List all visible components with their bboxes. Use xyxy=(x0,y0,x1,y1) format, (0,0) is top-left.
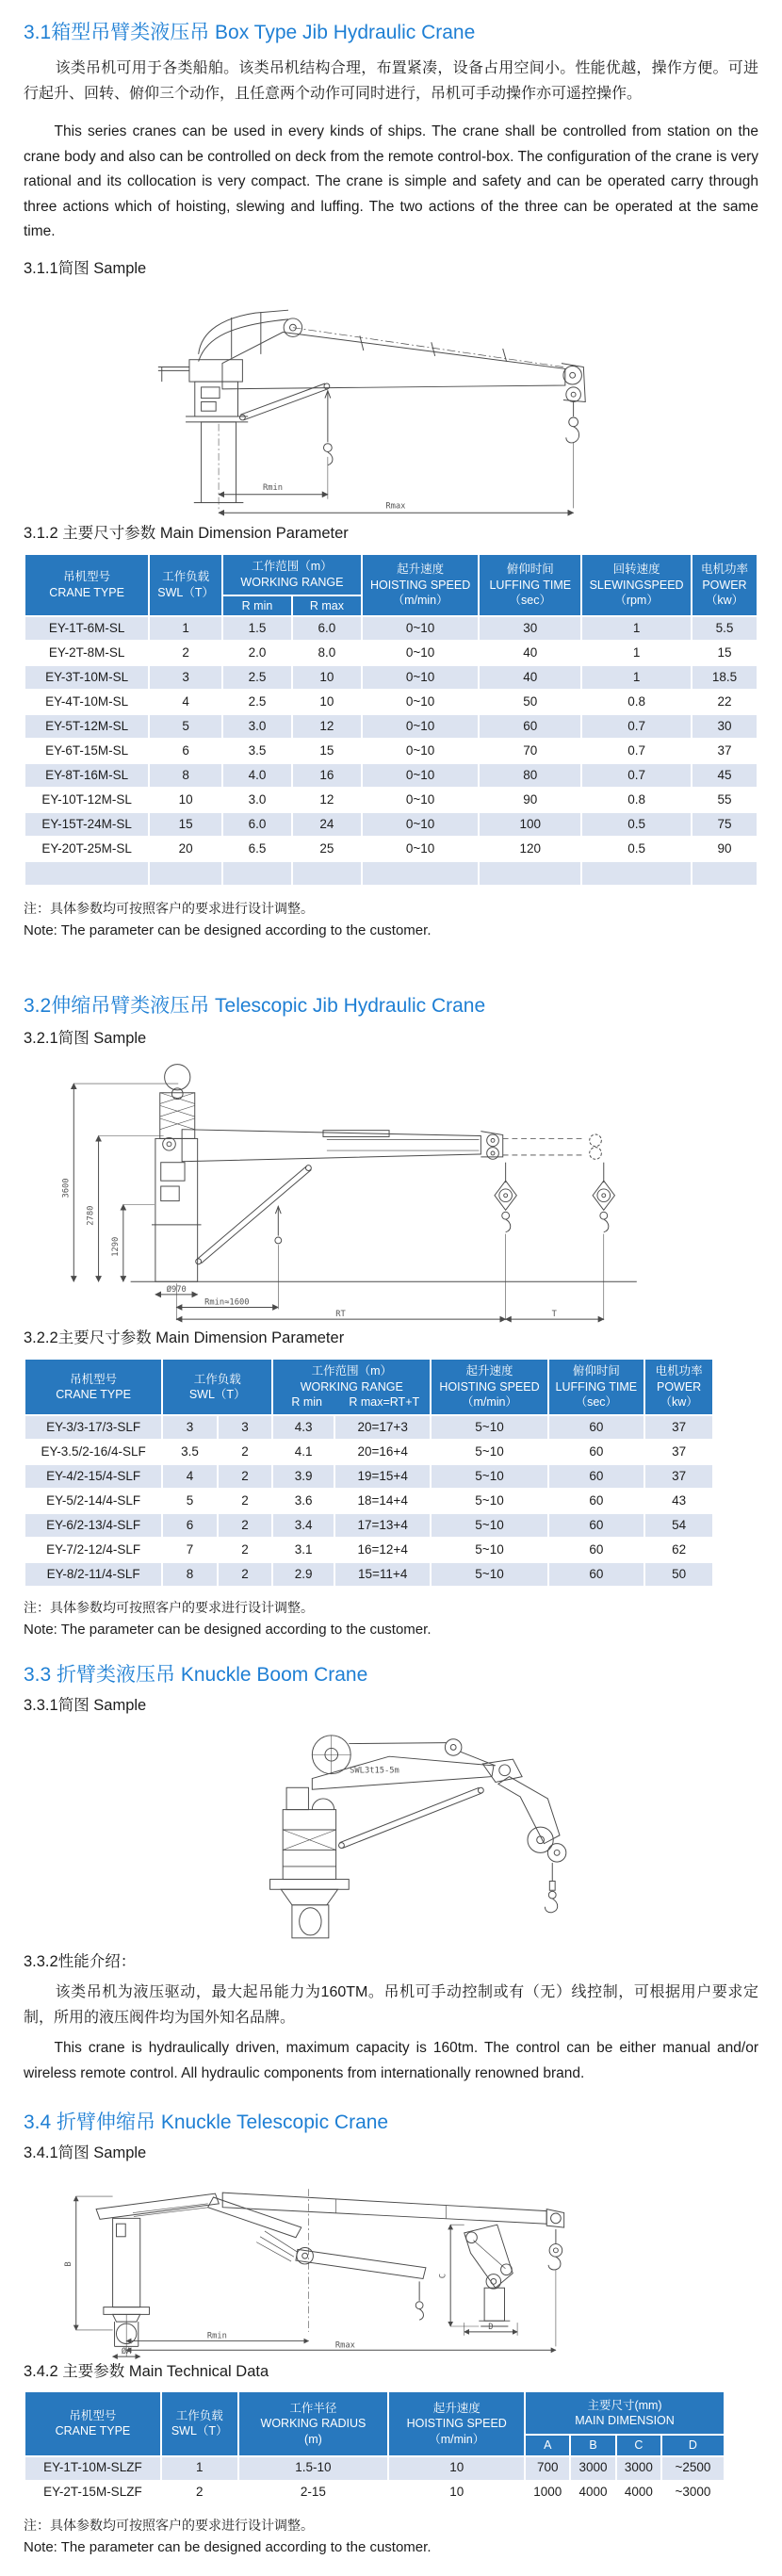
col-header-crane-type: 吊机型号 CRANE TYPE xyxy=(24,1359,162,1415)
table-cell: 2.9 xyxy=(272,1562,334,1587)
table-cell: 40 xyxy=(479,641,581,665)
table-row xyxy=(24,763,758,788)
boom-swl-label: SWL3t15-5m xyxy=(350,1766,399,1776)
sample-heading-3-1-1: 3.1.1简图 Sample xyxy=(24,259,147,277)
table-cell: 1 xyxy=(581,616,692,641)
table-cell: EY-3.5/2-16/4-SLF xyxy=(24,1440,162,1464)
table-row xyxy=(24,641,758,665)
section-3-4 xyxy=(24,2111,758,2558)
col-header-main-dimension: 主要尺寸(mm) MAIN DIMENSION xyxy=(525,2391,725,2435)
table-cell: 0~10 xyxy=(362,763,479,788)
table-cell xyxy=(479,861,581,886)
dim-label-rt: RT xyxy=(335,1310,346,1320)
table-cell: 4000 xyxy=(616,2481,661,2505)
table-cell: 0.7 xyxy=(581,739,692,763)
table-cell: 20 xyxy=(149,837,222,861)
table-cell: 4000 xyxy=(570,2481,615,2505)
table-cell: 0.5 xyxy=(581,837,692,861)
col-header-working-range: 工作范围（m） WORKING RANGE xyxy=(222,554,362,595)
table-cell: 18=14+4 xyxy=(334,1489,431,1513)
col-header-hoisting-speed: 起升速度 HOISTING SPEED （m/min） xyxy=(362,554,479,617)
table-cell: 0.8 xyxy=(581,788,692,812)
table-row xyxy=(24,665,758,690)
table-cell: 0.5 xyxy=(581,812,692,837)
table-cell: EY-1T-10M-SLZF xyxy=(24,2456,161,2481)
table-cell: 2 xyxy=(218,1538,272,1562)
table-cell: 5~10 xyxy=(431,1440,547,1464)
section-3-3-paragraph-en: This crane is hydraulically driven, maximum capacity is 160tm. The control can be either manual and/or wireless remote control. All hydraulic components from internationally renowned brand. xyxy=(24,2040,758,2081)
table-cell: 5~10 xyxy=(431,1513,547,1538)
table-cell: 0~10 xyxy=(362,641,479,665)
table-cell: EY-1T-6M-SL xyxy=(24,616,149,641)
table-cell: EY-4T-10M-SL xyxy=(24,690,149,714)
col-header-swl: 工作负载 SWL（T） xyxy=(161,2391,238,2456)
dimension-table-3-2-2 xyxy=(24,1358,714,1588)
col-header-dim-d: D xyxy=(661,2435,725,2456)
perf-heading-3-3-2: 3.3.2性能介绍： xyxy=(24,1953,137,1970)
table-cell: 60 xyxy=(479,714,581,739)
note-en: Note: The parameter can be designed according to the customer. xyxy=(24,1622,432,1638)
table-row xyxy=(24,812,758,837)
dim-label-d: D xyxy=(488,2322,494,2332)
technical-data-table-3-4-2 xyxy=(24,2390,725,2506)
col-header-slewing-speed: 回转速度 SLEWINGSPEED （rpm） xyxy=(581,554,692,617)
table-cell: EY-4/2-15/4-SLF xyxy=(24,1464,162,1489)
dim-label-rmax: Rmax xyxy=(334,2340,355,2351)
table-cell: ~3000 xyxy=(661,2481,725,2505)
table-cell: EY-6/2-13/4-SLF xyxy=(24,1513,162,1538)
table-cell: 90 xyxy=(479,788,581,812)
table-cell: 20=16+4 xyxy=(334,1440,431,1464)
table-row xyxy=(24,1415,713,1440)
col-header-luffing-time: 俯仰时间 LUFFING TIME （sec） xyxy=(548,1359,644,1415)
section-3-1-paragraph-en: This series cranes can be used in every kinds of ships. The crane shall be controlled from station on the crane body and also can be controlled on deck from the remote control-box. The configuration of the crane is very rational and its collocation is very compact. The crane is simple and safety and can be operated carry through three actions which of hoisting, slewing and luffing. The two actions of the three can be operated at the same time. xyxy=(24,123,758,239)
table-cell: 6.5 xyxy=(222,837,292,861)
col-header-hoisting-speed: 起升速度 HOISTING SPEED （m/min） xyxy=(388,2391,525,2456)
section-3-3-paragraph-cn: 该类吊机为液压驱动，最大起吊能力为160TM。吊机可手动控制或有（无）线控制，可根据用户要求定制，所用的液压阀件均为国外知名品牌。 xyxy=(24,1984,758,2026)
dim-label-rmax: Rmax xyxy=(385,500,406,511)
table-cell: 54 xyxy=(644,1513,713,1538)
table-cell xyxy=(362,861,479,886)
table-cell: 7 xyxy=(162,1538,217,1562)
table-cell: 6.0 xyxy=(292,616,362,641)
table-cell: 120 xyxy=(479,837,581,861)
col-header-hoisting-speed: 起升速度 HOISTING SPEED （m/min） xyxy=(431,1359,547,1415)
knuckle-telescopic-crane-diagram xyxy=(33,2165,749,2359)
table-cell: 37 xyxy=(644,1464,713,1489)
dim-label-c: C xyxy=(438,2273,448,2279)
table-cell: 0~10 xyxy=(362,714,479,739)
table-cell: 45 xyxy=(692,763,758,788)
table-cell: 12 xyxy=(292,788,362,812)
table-cell: EY-7/2-12/4-SLF xyxy=(24,1538,162,1562)
table-cell: 0.7 xyxy=(581,714,692,739)
table-cell: 0~10 xyxy=(362,788,479,812)
table-cell: EY-6T-15M-SL xyxy=(24,739,149,763)
table-cell: 6.0 xyxy=(222,812,292,837)
dim-label-rmin: Rmin xyxy=(206,2331,227,2341)
box-jib-crane-diagram xyxy=(52,281,730,521)
table-row xyxy=(24,2481,725,2505)
table-cell xyxy=(581,861,692,886)
dim-label-b: B xyxy=(63,2261,73,2267)
table-cell: EY-15T-24M-SL xyxy=(24,812,149,837)
col-header-dim-c: C xyxy=(616,2435,661,2456)
table-cell: EY-5T-12M-SL xyxy=(24,714,149,739)
table-cell: 10 xyxy=(388,2456,525,2481)
table-row xyxy=(24,1538,713,1562)
table-cell: EY-8T-16M-SL xyxy=(24,763,149,788)
table-cell: EY-3T-10M-SL xyxy=(24,665,149,690)
col-header-dim-a: A xyxy=(525,2435,570,2456)
table-cell: 22 xyxy=(692,690,758,714)
table-cell: 50 xyxy=(479,690,581,714)
table-cell: 43 xyxy=(644,1489,713,1513)
knuckle-boom-crane-diagram xyxy=(52,1718,730,1944)
table-cell: 70 xyxy=(479,739,581,763)
table-cell: 0~10 xyxy=(362,812,479,837)
table-cell: 3 xyxy=(218,1415,272,1440)
table-cell: 3 xyxy=(162,1415,217,1440)
table-cell: 6 xyxy=(162,1513,217,1538)
col-header-swl: 工作负载 SWL（T） xyxy=(162,1359,272,1415)
table-cell: 60 xyxy=(548,1538,644,1562)
sample-heading-3-2-1: 3.2.1简图 Sample xyxy=(24,1030,147,1047)
dim-label-t: T xyxy=(551,1310,557,1320)
table-cell: 17=13+4 xyxy=(334,1513,431,1538)
table-cell: 3.1 xyxy=(272,1538,334,1562)
dimension-table-3-1-2 xyxy=(24,553,758,888)
table-cell: 3.5 xyxy=(162,1440,217,1464)
col-header-crane-type: 吊机型号 CRANE TYPE xyxy=(24,2391,161,2456)
col-header-dim-b: B xyxy=(570,2435,615,2456)
table-cell: 30 xyxy=(479,616,581,641)
table-cell: 700 xyxy=(525,2456,570,2481)
table-cell: EY-5/2-14/4-SLF xyxy=(24,1489,162,1513)
table-cell: 1.5 xyxy=(222,616,292,641)
table-cell: 75 xyxy=(692,812,758,837)
table-row xyxy=(24,788,758,812)
table-row xyxy=(24,616,758,641)
table-cell: 15=11+4 xyxy=(334,1562,431,1587)
table-cell: 10 xyxy=(149,788,222,812)
table-cell xyxy=(292,861,362,886)
table-cell: 1 xyxy=(161,2456,238,2481)
table-cell: 0~10 xyxy=(362,739,479,763)
table-cell: 18.5 xyxy=(692,665,758,690)
col-header-rmax: R max=RT+T xyxy=(349,1395,420,1410)
table-cell: 15 xyxy=(149,812,222,837)
table-cell: 4.0 xyxy=(222,763,292,788)
table-cell: 2 xyxy=(218,1513,272,1538)
table-cell: EY-2T-8M-SL xyxy=(24,641,149,665)
note-cn: 注：具体参数均可按照客户的要求进行设计调整。 xyxy=(24,2517,314,2533)
table-cell: 5~10 xyxy=(431,1464,547,1489)
col-header-luffing-time: 俯仰时间 LUFFING TIME （sec） xyxy=(479,554,581,617)
table-cell: 19=15+4 xyxy=(334,1464,431,1489)
table-cell: 90 xyxy=(692,837,758,861)
table-cell: 5.5 xyxy=(692,616,758,641)
table-cell: 60 xyxy=(548,1489,644,1513)
note-en: Note: The parameter can be designed according to the customer. xyxy=(24,2538,432,2555)
param-heading-3-4-2: 3.4.2 主要参数 Main Technical Data xyxy=(24,2363,269,2380)
col-header-working-range: 工作范围（m） WORKING RANGE R min R max=RT+T xyxy=(272,1359,431,1415)
table-row xyxy=(24,1440,713,1464)
dim-label-2780: 2780 xyxy=(86,1205,96,1226)
table-cell: 4 xyxy=(162,1464,217,1489)
table-row xyxy=(24,1464,713,1489)
table-cell: 10 xyxy=(388,2481,525,2505)
table-cell xyxy=(24,861,149,886)
col-header-power: 电机功率 POWER （kw） xyxy=(692,554,758,617)
section-3-1-heading: 3.1箱型吊臂类液压吊 Box Type Jib Hydraulic Crane xyxy=(24,22,476,43)
section-3-3-heading: 3.3 折臂类液压吊 Knuckle Boom Crane xyxy=(24,1664,368,1686)
dim-label-3600: 3600 xyxy=(61,1178,72,1198)
table-cell: 0~10 xyxy=(362,665,479,690)
table-cell: 3.9 xyxy=(272,1464,334,1489)
table-cell: 37 xyxy=(644,1415,713,1440)
section-3-4-heading: 3.4 折臂伸缩吊 Knuckle Telescopic Crane xyxy=(24,2111,389,2133)
table-cell: 2.0 xyxy=(222,641,292,665)
table-cell: 8 xyxy=(149,763,222,788)
table-cell: 2 xyxy=(218,1440,272,1464)
table-cell: 10 xyxy=(292,665,362,690)
table-row xyxy=(24,1562,713,1587)
table-row xyxy=(24,1489,713,1513)
table-cell: 2 xyxy=(161,2481,238,2505)
section-3-3 xyxy=(24,1663,758,2086)
table-cell: 40 xyxy=(479,665,581,690)
table-cell: 62 xyxy=(644,1538,713,1562)
table-cell: 37 xyxy=(692,739,758,763)
table-cell: ~2500 xyxy=(661,2456,725,2481)
col-header-working-radius: 工作半径 WORKING RADIUS (m) xyxy=(238,2391,389,2456)
table-cell: EY-2T-15M-SLZF xyxy=(24,2481,161,2505)
table-row xyxy=(24,714,758,739)
table-cell: 2.5 xyxy=(222,665,292,690)
table-cell: 16 xyxy=(292,763,362,788)
table-cell: 3.4 xyxy=(272,1513,334,1538)
table-cell: 3.5 xyxy=(222,739,292,763)
table-row xyxy=(24,861,758,886)
col-header-power: 电机功率 POWER （kw） xyxy=(644,1359,713,1415)
table-cell xyxy=(692,861,758,886)
table-cell: 2 xyxy=(149,641,222,665)
table-cell: 10 xyxy=(292,690,362,714)
note-en: Note: The parameter can be designed according to the customer. xyxy=(24,922,432,938)
table-cell: 60 xyxy=(548,1513,644,1538)
table-cell: 30 xyxy=(692,714,758,739)
table-cell: 3000 xyxy=(570,2456,615,2481)
table-cell: 3.0 xyxy=(222,714,292,739)
table-cell: 1 xyxy=(581,665,692,690)
section-3-1 xyxy=(24,21,758,941)
section-3-1-paragraph-cn: 该类吊机可用于各类船舶。该类吊机结构合理，布置紧凑，设备占用空间小。性能优越，操作方便。可进行起升、回转、俯仰三个动作，且任意两个动作可同时进行，吊机可手动操作亦可遥控操作。 xyxy=(24,60,758,102)
table-cell: 1000 xyxy=(525,2481,570,2505)
table-cell: 2 xyxy=(218,1489,272,1513)
table-cell: 3 xyxy=(149,665,222,690)
table-cell: 25 xyxy=(292,837,362,861)
table-cell: 20=17+3 xyxy=(334,1415,431,1440)
table-cell: 4 xyxy=(149,690,222,714)
table-cell: 2 xyxy=(218,1464,272,1489)
table-cell: 16=12+4 xyxy=(334,1538,431,1562)
table-row xyxy=(24,739,758,763)
table-cell: 60 xyxy=(548,1464,644,1489)
table-cell: 15 xyxy=(292,739,362,763)
table-cell: 60 xyxy=(548,1440,644,1464)
dim-label-rmin1600: Rmin≈1600 xyxy=(204,1297,250,1308)
sample-heading-3-3-1: 3.3.1简图 Sample xyxy=(24,1697,147,1714)
table-cell: EY-3/3-17/3-SLF xyxy=(24,1415,162,1440)
sample-heading-3-4-1: 3.4.1简图 Sample xyxy=(24,2144,147,2161)
table-cell: 0~10 xyxy=(362,837,479,861)
table-cell: EY-20T-25M-SL xyxy=(24,837,149,861)
table-cell: 0~10 xyxy=(362,690,479,714)
section-3-2 xyxy=(24,994,758,1640)
dim-label-dia970: Ø970 xyxy=(166,1284,187,1295)
table-cell: 100 xyxy=(479,812,581,837)
table-cell: 50 xyxy=(644,1562,713,1587)
col-header-rmax: R max xyxy=(292,595,362,617)
table-cell: 24 xyxy=(292,812,362,837)
table-cell: 2.5 xyxy=(222,690,292,714)
table-cell: 0~10 xyxy=(362,616,479,641)
param-heading-3-1-2: 3.1.2 主要尺寸参数 Main Dimension Parameter xyxy=(24,524,349,542)
table-cell: 0.8 xyxy=(581,690,692,714)
table-cell: 5 xyxy=(149,714,222,739)
table-cell: 60 xyxy=(548,1562,644,1587)
table-cell: 0.7 xyxy=(581,763,692,788)
table-row xyxy=(24,1513,713,1538)
table-cell: 4.1 xyxy=(272,1440,334,1464)
col-header-crane-type: 吊机型号 CRANE TYPE xyxy=(24,554,149,617)
note-cn: 注：具体参数均可按照客户的要求进行设计调整。 xyxy=(24,901,314,916)
table-cell: 5~10 xyxy=(431,1415,547,1440)
table-cell: 55 xyxy=(692,788,758,812)
telescopic-jib-crane-diagram xyxy=(42,1051,740,1324)
note-cn: 注：具体参数均可按照客户的要求进行设计调整。 xyxy=(24,1600,314,1615)
table-row xyxy=(24,837,758,861)
section-3-2-heading: 3.2伸缩吊臂类液压吊 Telescopic Jib Hydraulic Crane xyxy=(24,995,486,1017)
table-row xyxy=(24,2456,725,2481)
col-header-rmin: R min xyxy=(291,1395,322,1410)
table-cell xyxy=(222,861,292,886)
table-cell: 5~10 xyxy=(431,1538,547,1562)
table-cell: EY-8/2-11/4-SLF xyxy=(24,1562,162,1587)
col-header-rmin: R min xyxy=(222,595,292,617)
table-cell: 15 xyxy=(692,641,758,665)
table-cell: 5~10 xyxy=(431,1562,547,1587)
table-cell: 2-15 xyxy=(238,2481,389,2505)
table-cell xyxy=(149,861,222,886)
table-cell: 80 xyxy=(479,763,581,788)
table-cell: 6 xyxy=(149,739,222,763)
table-cell: 4.3 xyxy=(272,1415,334,1440)
col-header-swl: 工作负载 SWL（T） xyxy=(149,554,222,617)
table-cell: EY-10T-12M-SL xyxy=(24,788,149,812)
table-cell: 12 xyxy=(292,714,362,739)
table-cell: 1 xyxy=(149,616,222,641)
param-heading-3-2-2: 3.2.2主要尺寸参数 Main Dimension Parameter xyxy=(24,1329,345,1346)
table-cell: 3.6 xyxy=(272,1489,334,1513)
table-cell: 3000 xyxy=(616,2456,661,2481)
table-cell: 37 xyxy=(644,1440,713,1464)
table-cell: 5 xyxy=(162,1489,217,1513)
table-cell: 2 xyxy=(218,1562,272,1587)
table-cell: 60 xyxy=(548,1415,644,1440)
dim-label-dia-a: ØA xyxy=(121,2347,132,2357)
table-cell: 8.0 xyxy=(292,641,362,665)
table-cell: 5~10 xyxy=(431,1489,547,1513)
table-cell: 3.0 xyxy=(222,788,292,812)
dim-label-1290: 1290 xyxy=(111,1236,121,1257)
table-row xyxy=(24,690,758,714)
table-cell: 1.5-10 xyxy=(238,2456,389,2481)
table-cell: 1 xyxy=(581,641,692,665)
dim-label-rmin: Rmin xyxy=(262,482,284,493)
table-cell: 8 xyxy=(162,1562,217,1587)
